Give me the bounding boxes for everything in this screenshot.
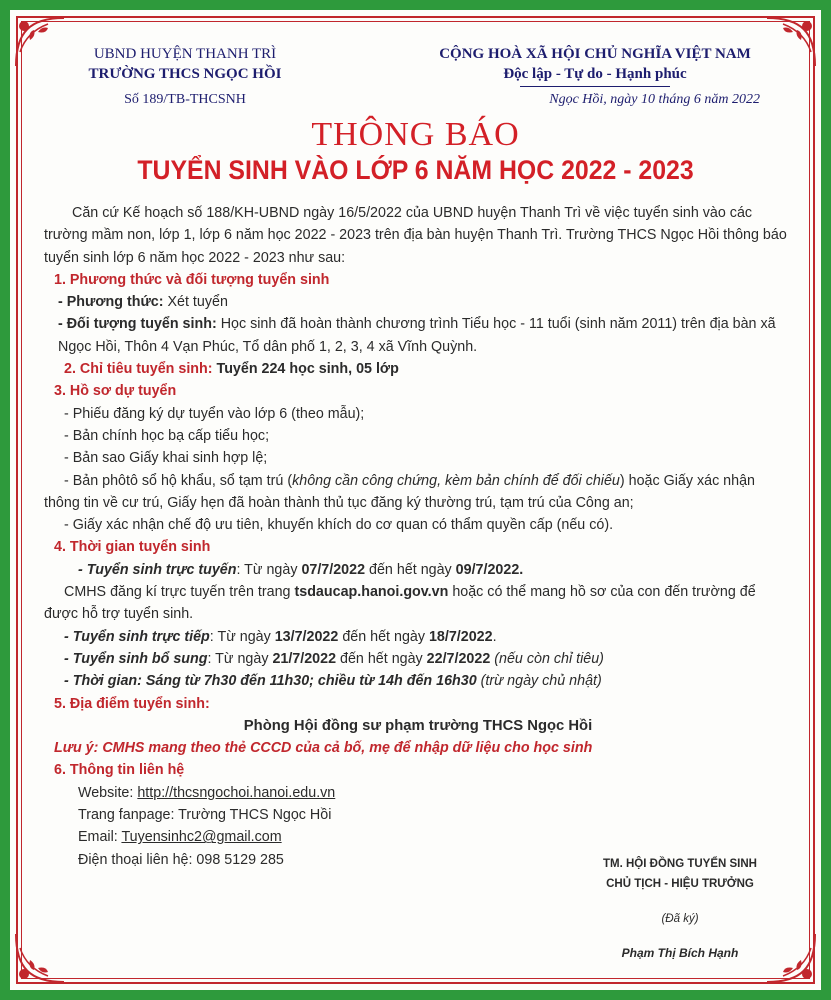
target-line [44, 313, 792, 358]
notice-body [44, 202, 792, 871]
email-line: Email: Tuyensinhc2@gmail.com [78, 829, 282, 846]
target-label: - Đối tượng tuyển sinh: [58, 316, 217, 333]
document-item: - Bản phôtô sổ hộ khẩu, sổ tạm trú (không cần công chứng, kèm bản chính để đối chiếu) hoặc Giấy xác nhận thông tin về cư trú, Giấy hẹn đã hoàn thành thủ tục đăng ký thường trú, tạm trú của Công an; [44, 472, 755, 511]
section-1-heading: 1. Phương thức và đối tượng tuyển sinh [54, 271, 330, 288]
nation-name: CỘNG HOÀ XÃ HỘI CHỦ NGHĨA VIỆT NAM [439, 46, 751, 62]
section-4-heading: 4. Thời gian tuyển sinh [54, 539, 211, 556]
method-label: - Phương thức: [58, 294, 164, 311]
method-line [44, 291, 792, 313]
authority-name: UBND HUYỆN THANH TRÌ [93, 46, 277, 62]
document-item: - Bản chính học bạ cấp tiểu học; [64, 427, 270, 444]
section-2-heading: 2. Chỉ tiêu tuyển sinh: [64, 361, 213, 378]
phone-line: Điện thoại liên hệ: 098 5129 285 [78, 851, 284, 868]
page-title: THÔNG BÁO [311, 116, 520, 153]
registration-site: tsdaucap.hanoi.gov.vn [294, 584, 449, 601]
method-value: Xét tuyển [163, 294, 228, 311]
section-3-heading: 3. Hồ sơ dự tuyển [54, 383, 177, 400]
signer-name: Phạm Thị Bích Hạnh [621, 946, 739, 960]
signed-mark: (Đã ký) [661, 913, 699, 925]
section-5-heading: 5. Địa điểm tuyển sinh: [54, 695, 210, 712]
email-link[interactable]: Tuyensinhc2@gmail.com [121, 829, 282, 846]
signature-title: TM. HỘI ĐỒNG TUYỂN SINH [603, 858, 757, 870]
page-subtitle: TUYỂN SINH VÀO LỚP 6 NĂM HỌC 2022 - 2023 [137, 155, 694, 185]
corner-ornament-icon [761, 12, 821, 72]
website-line: Website: http://thcsngochoi.hanoi.edu.vn [78, 784, 336, 801]
website-link[interactable]: http://thcsngochoi.hanoi.edu.vn [137, 784, 336, 801]
corner-ornament-icon [10, 928, 70, 988]
online-admission-label: - Tuyển sinh trực tuyến [78, 561, 237, 578]
online-admission-line: - Tuyển sinh trực tuyến: Từ ngày 07/7/2022 đến hết ngày 09/7/2022. [78, 561, 524, 578]
motto-underline [520, 86, 670, 87]
corner-ornament-icon [10, 12, 70, 72]
section-2-line [44, 358, 792, 380]
school-name: TRƯỜNG THCS NGỌC HỒI [88, 66, 282, 82]
section-6-heading: 6. Thông tin liên hệ [54, 762, 185, 779]
national-motto: Độc lập - Tự do - Hạnh phúc [503, 66, 687, 82]
signature-position: CHỦ TỊCH - HIỆU TRƯỞNG [606, 878, 754, 890]
target-value: Học sinh đã hoàn thành chương trình Tiểu học - 11 tuổi (sinh năm 2011) trên địa bàn xã Ngọc Hồi, Thôn 4 Vạn Phúc, Tổ dân phố 1, 2, 3, 4 xã Vĩnh Quỳnh. [58, 316, 776, 355]
document-item: - Phiếu đăng ký dự tuyển vào lớp 6 (theo mẫu); [64, 405, 365, 422]
extra-admission-line: - Tuyển sinh bổ sung: Từ ngày 21/7/2022 đến hết ngày 22/7/2022 (nếu còn chỉ tiêu) [64, 650, 604, 667]
fanpage-line: Trang fanpage: Trường THCS Ngọc Hồi [78, 807, 332, 824]
office-hours-line: - Thời gian: Sáng từ 7h30 đến 11h30; chiều từ 14h đến 16h30 (trừ ngày chủ nhật) [64, 673, 602, 690]
admission-location: Phòng Hội đồng sư phạm trường THCS Ngọc Hồi [243, 717, 593, 734]
document-number: Số 189/TB-THCSNH [124, 92, 246, 107]
document-item: - Giấy xác nhận chế độ ưu tiên, khuyến khích do cơ quan có thẩm quyền cấp (nếu có). [64, 517, 614, 534]
quota-value: Tuyển 224 học sinh, 05 lớp [212, 361, 399, 378]
online-note: CMHS đăng kí trực tuyến trên trang tsdaucap.hanoi.gov.vn hoặc có thể mang hồ sơ của con đến trường để được hỗ trợ tuyển sinh. [44, 584, 756, 623]
parents-note: Lưu ý: CMHS mang theo thẻ CCCD của cả bố, mẹ để nhập dữ liệu cho học sinh [54, 740, 593, 757]
intro-paragraph: Căn cứ Kế hoạch số 188/KH-UBND ngày 16/5/2022 của UBND huyện Thanh Trì về việc tuyển sinh vào các trường mầm non, lớp 1, lớp 6 năm học 2022 - 2023 trên địa bàn huyện Thanh Trì. Trường THCS Ngọc Hồi thông báo tuyển sinh lớp 6 năm học 2022 - 2023 như sau: [44, 205, 787, 266]
document-item: - Bản sao Giấy khai sinh hợp lệ; [64, 450, 268, 467]
document-date: Ngọc Hồi, ngày 10 tháng 6 năm 2022 [549, 92, 760, 107]
direct-admission-line: - Tuyển sinh trực tiếp: Từ ngày 13/7/2022 đến hết ngày 18/7/2022. [64, 628, 497, 645]
